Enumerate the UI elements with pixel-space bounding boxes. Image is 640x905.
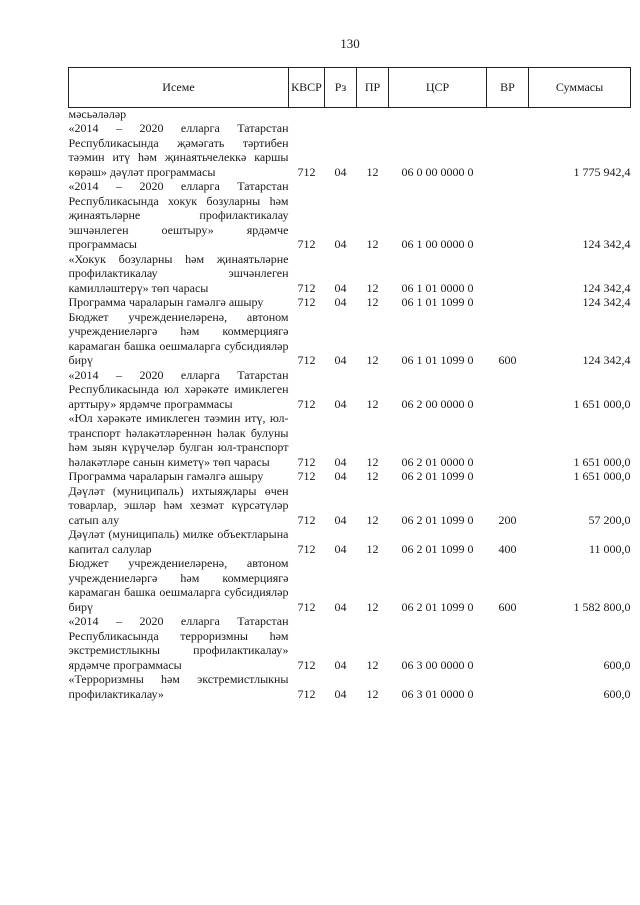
row-pr: 12 [366,454,379,469]
row-kvsr: 712 [297,541,316,556]
table-row [69,252,631,296]
row-pr: 12 [366,541,379,556]
row-csr: 06 1 01 1099 0 [401,353,474,367]
row-name: Бюджет учреждениеләренә, автоном учреждениеләргә һәм коммерциягә карамаган башка оешмаларга субсидияләр бирү [68,309,289,367]
row-sum: 57 200,0 [588,512,631,527]
table-row [69,527,631,556]
row-rz: 04 [334,164,347,179]
continuation-row [69,108,631,122]
row-name: Бюджет учреждениеләренә, автоном учреждениеләргә һәм коммерциягә карамаган башка оешмаларга субсидияләр бирү [68,556,289,614]
row-csr: 06 2 01 1099 0 [401,599,474,614]
row-kvsr: 712 [297,599,316,614]
row-csr: 06 3 01 0000 0 [401,686,474,701]
row-rz: 04 [334,512,347,527]
row-kvsr: 712 [297,295,316,309]
table-row [69,411,631,469]
header-vr: ВР [487,68,529,108]
row-pr: 12 [366,237,379,251]
budget-table [68,67,631,701]
page-number: 130 [340,36,360,51]
row-sum: 600,0 [603,686,631,701]
header-csr: ЦСР [389,68,487,108]
row-csr: 06 2 01 1099 0 [401,512,474,527]
row-sum: 11 000,0 [588,541,631,556]
row-rz: 04 [334,280,347,295]
header-name: Исеме [69,68,289,108]
row-csr: 06 2 01 0000 0 [401,454,474,469]
row-rz: 04 [334,295,347,309]
row-kvsr: 712 [297,237,316,251]
row-kvsr: 712 [297,454,316,469]
row-csr: 06 0 00 0000 0 [401,164,474,179]
table-row [69,310,631,368]
row-sum: 124 342,4 [582,280,631,295]
table-row [69,614,631,672]
row-pr: 12 [366,469,379,483]
row-vr: 200 [498,512,517,527]
row-rz: 04 [334,237,347,251]
table-row [69,672,631,701]
row-name: «2014 – 2020 елларга Татарстан Республикасында җәмәгать тәртибен тәэмин итү һәм җинаятьчелеккә каршы көрәш» дәүләт программасы [68,121,289,179]
row-kvsr: 712 [297,164,316,179]
row-name: Программа чараларын гамәлгә ашыру [68,295,264,309]
row-vr [487,179,529,252]
row-csr: 06 2 00 0000 0 [401,396,474,411]
row-vr [487,672,529,701]
row-vr: 400 [498,541,517,556]
table-row [69,295,631,310]
table-row [69,556,631,614]
row-rz: 04 [334,469,347,483]
table-row [69,179,631,252]
row-csr: 06 1 00 0000 0 [401,237,474,251]
row-vr [487,411,529,469]
row-vr [487,368,529,412]
row-name: «2014 – 2020 елларга Татарстан Республикасында хокук бозуларны һәм җинаятьләрне профилактикалау эшчәнлеген оештыру» ярдәмче программасы [68,179,289,251]
row-name: «2014 – 2020 елларга Татарстан Республикасында терроризмны һәм экстремистлыкны профилактикалау» ярдәмче программасы [68,614,289,672]
row-sum: 1 651 000,0 [573,469,631,483]
row-pr: 12 [366,295,379,309]
row-sum: 124 342,4 [582,237,631,251]
table-row [69,121,631,179]
header-kvsr: КВСР [289,68,325,108]
table-row [69,469,631,484]
row-rz: 04 [334,599,347,614]
row-kvsr: 712 [297,469,316,483]
row-name: «Юл хәрәкәте имиклеген тәэмин итү, юл-транспорт һәлакәтләреннән һәлак булуны һәм зыян күрүчеләр булган юл-транспорт һәлакәтләре санын киметү» төп чарасы [68,411,289,469]
row-pr: 12 [366,353,379,367]
row-sum: 124 342,4 [582,295,631,309]
row-name: Дәүләт (муниципаль) милке объектларына капитал салулар [68,527,289,556]
row-vr [487,295,529,310]
row-rz: 04 [334,541,347,556]
row-rz: 04 [334,454,347,469]
row-sum: 1 775 942,4 [573,164,631,179]
row-pr: 12 [366,396,379,411]
row-pr: 12 [366,512,379,527]
row-name: «Терроризмны һәм экстремистлыкны профилактикалау» [68,672,289,701]
row-vr [487,121,529,179]
table-row [69,484,631,528]
row-rz: 04 [334,396,347,411]
row-csr: 06 1 01 0000 0 [401,280,474,295]
row-kvsr: 712 [297,686,316,701]
row-rz: 04 [334,353,347,367]
row-sum: 1 582 800,0 [573,599,631,614]
header-rz: Рз [325,68,357,108]
header-pr: ПР [357,68,389,108]
row-vr [487,252,529,296]
row-pr: 12 [366,599,379,614]
row-name: «2014 – 2020 елларга Татарстан Республикасында юл хәрәкәте имиклеген арттыру» ярдәмче программасы [68,367,289,411]
row-vr [487,614,529,672]
header-sum: Суммасы [529,68,631,108]
table-row [69,368,631,412]
continuation-text: мәсьәләләр [68,107,127,121]
row-name: «Хокук бозуларны һәм җинаятьләрне профилактикалау эшчәнлеген камилләштерү» төп чарасы [68,251,289,295]
row-csr: 06 2 01 1099 0 [401,541,474,556]
row-rz: 04 [334,657,347,672]
row-vr: 600 [498,599,517,614]
row-pr: 12 [366,164,379,179]
row-csr: 06 3 00 0000 0 [401,657,474,672]
row-name: Программа чараларын гамәлгә ашыру [68,469,264,483]
table-header-row [69,68,631,108]
row-sum: 1 651 000,0 [573,454,631,469]
row-kvsr: 712 [297,280,316,295]
row-rz: 04 [334,686,347,701]
row-pr: 12 [366,280,379,295]
row-pr: 12 [366,657,379,672]
row-csr: 06 1 01 1099 0 [401,295,474,309]
row-vr: 600 [498,353,517,367]
row-sum: 600,0 [603,657,631,672]
row-kvsr: 712 [297,657,316,672]
row-name: Дәүләт (муниципаль) ихтыяҗлары өчен товарлар, эшләр һәм хезмәт күрсәтүләр сатып алу [68,483,289,527]
row-sum: 1 651 000,0 [573,396,631,411]
row-kvsr: 712 [297,396,316,411]
row-kvsr: 712 [297,353,316,367]
row-sum: 124 342,4 [582,353,631,367]
row-vr [487,469,529,484]
row-kvsr: 712 [297,512,316,527]
row-csr: 06 2 01 1099 0 [401,469,474,483]
row-pr: 12 [366,686,379,701]
